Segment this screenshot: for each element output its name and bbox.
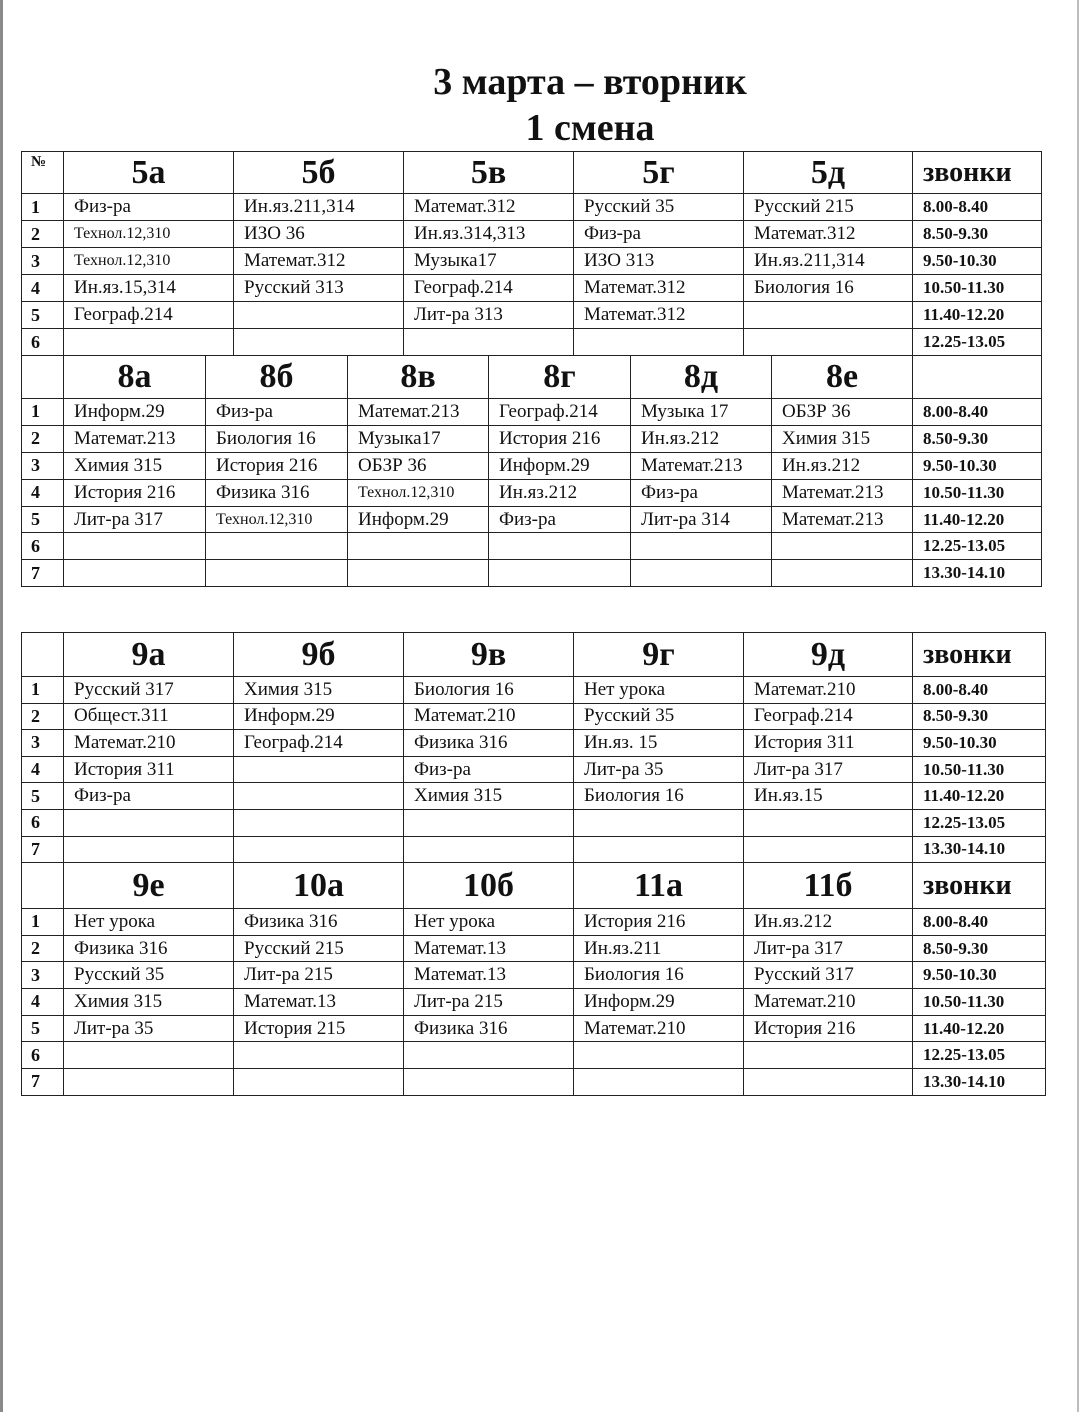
table-row bbox=[22, 909, 1046, 936]
bell-time: 9.50-10.30 bbox=[913, 730, 1046, 757]
lesson-cell: Ин.яз.212 bbox=[772, 452, 913, 479]
table-row bbox=[22, 962, 1046, 989]
lesson-cell: Математ.213 bbox=[64, 425, 206, 452]
lesson-cell: Химия 315 bbox=[772, 425, 913, 452]
class-header: 8в bbox=[348, 356, 489, 399]
lesson-cell: Ин.яз.211 bbox=[574, 935, 744, 962]
class-header: 5д bbox=[744, 152, 913, 194]
table-row bbox=[22, 756, 1046, 783]
schedule-table-grade9 bbox=[21, 632, 1046, 863]
lesson-cell: Математ.210 bbox=[744, 677, 913, 704]
lesson-cell: Физ-ра bbox=[64, 194, 234, 221]
lesson-cell: Физ-ра bbox=[631, 479, 772, 506]
bell-time: 8.50-9.30 bbox=[913, 221, 1042, 248]
lesson-cell: Физика 316 bbox=[206, 479, 348, 506]
lesson-cell: Физ-ра bbox=[574, 221, 744, 248]
lesson-cell: Математ.13 bbox=[404, 962, 574, 989]
bell-time: 12.25-13.05 bbox=[913, 533, 1042, 560]
bells-header: звонки bbox=[913, 863, 1046, 909]
lesson-number: 4 bbox=[22, 756, 64, 783]
lesson-cell bbox=[744, 809, 913, 836]
table-row bbox=[22, 989, 1046, 1016]
lesson-number: 7 bbox=[22, 560, 64, 587]
lesson-cell: Математ.312 bbox=[234, 248, 404, 275]
table-row bbox=[22, 1042, 1046, 1069]
bells-header: звонки bbox=[913, 152, 1042, 194]
lesson-cell: Информ.29 bbox=[489, 452, 631, 479]
lesson-cell: Математ.213 bbox=[348, 399, 489, 426]
lesson-cell: История 216 bbox=[489, 425, 631, 452]
lesson-cell: История 216 bbox=[574, 909, 744, 936]
bell-time: 11.40-12.20 bbox=[913, 302, 1042, 329]
lesson-cell: Ин.яз.211,314 bbox=[744, 248, 913, 275]
lesson-cell bbox=[574, 329, 744, 356]
lesson-number: 5 bbox=[22, 1015, 64, 1042]
class-header: 9д bbox=[744, 633, 913, 677]
class-header: 8г bbox=[489, 356, 631, 399]
lesson-cell bbox=[744, 1069, 913, 1096]
table-row bbox=[22, 194, 1042, 221]
lesson-cell: Биология 16 bbox=[206, 425, 348, 452]
lesson-cell bbox=[64, 329, 234, 356]
bell-time: 11.40-12.20 bbox=[913, 1015, 1046, 1042]
lesson-number: 7 bbox=[22, 1069, 64, 1096]
lesson-cell bbox=[574, 809, 744, 836]
table-row bbox=[22, 730, 1046, 757]
bell-time: 11.40-12.20 bbox=[913, 783, 1046, 810]
lesson-cell: Технол.12,310 bbox=[348, 479, 489, 506]
no-header bbox=[22, 863, 64, 909]
lesson-cell: Математ.210 bbox=[64, 730, 234, 757]
bell-time: 13.30-14.10 bbox=[913, 1069, 1046, 1096]
bell-time: 12.25-13.05 bbox=[913, 1042, 1046, 1069]
class-header: 9в bbox=[404, 633, 574, 677]
lesson-cell: Русский 35 bbox=[574, 703, 744, 730]
lesson-number: 1 bbox=[22, 194, 64, 221]
lesson-cell bbox=[404, 1042, 574, 1069]
lesson-cell bbox=[64, 560, 206, 587]
bell-time: 9.50-10.30 bbox=[913, 452, 1042, 479]
lesson-number: 3 bbox=[22, 730, 64, 757]
lesson-cell: Музыка 17 bbox=[631, 399, 772, 426]
lesson-cell bbox=[772, 560, 913, 587]
lesson-cell: Русский 317 bbox=[64, 677, 234, 704]
table-row bbox=[22, 425, 1042, 452]
header-row bbox=[22, 863, 1046, 909]
lesson-cell: Нет урока bbox=[574, 677, 744, 704]
bell-time: 11.40-12.20 bbox=[913, 506, 1042, 533]
lesson-cell: Математ.312 bbox=[744, 221, 913, 248]
class-header: 11б bbox=[744, 863, 913, 909]
lesson-cell: Математ.312 bbox=[404, 194, 574, 221]
lesson-cell bbox=[234, 302, 404, 329]
table-row bbox=[22, 248, 1042, 275]
header-row bbox=[22, 356, 1042, 399]
lesson-cell bbox=[744, 836, 913, 863]
bells-header bbox=[913, 356, 1042, 399]
lesson-cell: Лит-ра 215 bbox=[404, 989, 574, 1016]
class-header: 10а bbox=[234, 863, 404, 909]
no-header bbox=[22, 356, 64, 399]
lesson-cell: Ин.яз.211,314 bbox=[234, 194, 404, 221]
lesson-cell: Общест.311 bbox=[64, 703, 234, 730]
lesson-cell bbox=[234, 756, 404, 783]
lesson-number: 2 bbox=[22, 221, 64, 248]
class-header: 9а bbox=[64, 633, 234, 677]
lesson-cell: Географ.214 bbox=[489, 399, 631, 426]
lesson-cell: Ин.яз.212 bbox=[631, 425, 772, 452]
class-header: 5б bbox=[234, 152, 404, 194]
lesson-cell bbox=[234, 783, 404, 810]
lesson-cell: История 216 bbox=[744, 1015, 913, 1042]
lesson-cell: Физика 316 bbox=[234, 909, 404, 936]
lesson-number: 3 bbox=[22, 452, 64, 479]
lesson-cell: История 216 bbox=[206, 452, 348, 479]
lesson-cell: Лит-ра 317 bbox=[64, 506, 206, 533]
lesson-number: 7 bbox=[22, 836, 64, 863]
lesson-cell: Нет урока bbox=[64, 909, 234, 936]
lesson-cell bbox=[234, 836, 404, 863]
lesson-cell: Музыка17 bbox=[348, 425, 489, 452]
lesson-cell bbox=[206, 533, 348, 560]
lesson-cell bbox=[574, 836, 744, 863]
lesson-cell: ИЗО 313 bbox=[574, 248, 744, 275]
lesson-cell: Информ.29 bbox=[64, 399, 206, 426]
lesson-cell: Лит-ра 35 bbox=[64, 1015, 234, 1042]
lesson-cell bbox=[64, 836, 234, 863]
no-header: № bbox=[22, 152, 64, 194]
lesson-number: 2 bbox=[22, 935, 64, 962]
table-row bbox=[22, 703, 1046, 730]
lesson-number: 1 bbox=[22, 909, 64, 936]
lesson-cell: История 216 bbox=[64, 479, 206, 506]
lesson-cell: Математ.213 bbox=[772, 479, 913, 506]
table-row bbox=[22, 275, 1042, 302]
lesson-cell: Ин.яз.212 bbox=[744, 909, 913, 936]
lesson-cell: Русский 313 bbox=[234, 275, 404, 302]
lesson-cell: Географ.214 bbox=[744, 703, 913, 730]
lesson-cell: Ин.яз.15,314 bbox=[64, 275, 234, 302]
lesson-cell bbox=[631, 560, 772, 587]
lesson-cell bbox=[64, 1042, 234, 1069]
lesson-number: 6 bbox=[22, 533, 64, 560]
lesson-cell: Лит-ра 35 bbox=[574, 756, 744, 783]
class-header: 5в bbox=[404, 152, 574, 194]
schedule-table-grade9e-11 bbox=[21, 862, 1046, 1096]
lesson-cell: Ин.яз.314,313 bbox=[404, 221, 574, 248]
lesson-cell bbox=[744, 329, 913, 356]
lesson-number: 5 bbox=[22, 302, 64, 329]
lesson-cell: ИЗО 36 bbox=[234, 221, 404, 248]
lesson-cell bbox=[64, 809, 234, 836]
lesson-cell bbox=[234, 809, 404, 836]
table-row bbox=[22, 677, 1046, 704]
lesson-number: 6 bbox=[22, 329, 64, 356]
lesson-number: 2 bbox=[22, 703, 64, 730]
lesson-number: 4 bbox=[22, 989, 64, 1016]
lesson-number: 4 bbox=[22, 479, 64, 506]
table-row bbox=[22, 809, 1046, 836]
class-header: 8а bbox=[64, 356, 206, 399]
bell-time: 13.30-14.10 bbox=[913, 836, 1046, 863]
lesson-cell bbox=[631, 533, 772, 560]
lesson-cell: История 311 bbox=[64, 756, 234, 783]
header-row bbox=[22, 633, 1046, 677]
lesson-number: 3 bbox=[22, 248, 64, 275]
lesson-cell bbox=[234, 1069, 404, 1096]
lesson-number: 3 bbox=[22, 962, 64, 989]
lesson-cell: Лит-ра 215 bbox=[234, 962, 404, 989]
lesson-cell: ОБЗР 36 bbox=[348, 452, 489, 479]
bell-time: 10.50-11.30 bbox=[913, 275, 1042, 302]
bell-time: 8.00-8.40 bbox=[913, 399, 1042, 426]
lesson-cell: Технол.12,310 bbox=[206, 506, 348, 533]
lesson-cell: Математ.213 bbox=[631, 452, 772, 479]
lesson-cell: Физ-ра bbox=[206, 399, 348, 426]
bell-time: 8.50-9.30 bbox=[913, 425, 1042, 452]
bell-time: 9.50-10.30 bbox=[913, 962, 1046, 989]
table-row bbox=[22, 935, 1046, 962]
lesson-cell: Математ.13 bbox=[404, 935, 574, 962]
lesson-cell: Ин.яз.212 bbox=[489, 479, 631, 506]
table-row bbox=[22, 1069, 1046, 1096]
lesson-cell: Биология 16 bbox=[744, 275, 913, 302]
bell-time: 8.00-8.40 bbox=[913, 677, 1046, 704]
lesson-cell: Географ.214 bbox=[234, 730, 404, 757]
lesson-cell: Математ.312 bbox=[574, 302, 744, 329]
lesson-cell: История 311 bbox=[744, 730, 913, 757]
table-row bbox=[22, 836, 1046, 863]
lesson-cell bbox=[348, 560, 489, 587]
lesson-cell bbox=[404, 1069, 574, 1096]
lesson-cell: Биология 16 bbox=[404, 677, 574, 704]
lesson-cell: Математ.210 bbox=[574, 1015, 744, 1042]
page-subtitle: 1 смена bbox=[525, 107, 655, 149]
table-row bbox=[22, 479, 1042, 506]
class-header: 5г bbox=[574, 152, 744, 194]
lesson-cell: Ин.яз. 15 bbox=[574, 730, 744, 757]
lesson-cell: Физика 316 bbox=[64, 935, 234, 962]
page-title: 3 марта – вторник bbox=[433, 61, 747, 103]
lesson-cell: Информ.29 bbox=[234, 703, 404, 730]
lesson-cell bbox=[574, 1069, 744, 1096]
table-row bbox=[22, 1015, 1046, 1042]
bell-time: 12.25-13.05 bbox=[913, 329, 1042, 356]
lesson-cell: Информ.29 bbox=[574, 989, 744, 1016]
lesson-cell bbox=[574, 1042, 744, 1069]
bell-time: 10.50-11.30 bbox=[913, 989, 1046, 1016]
lesson-cell: Русский 215 bbox=[744, 194, 913, 221]
class-header: 5а bbox=[64, 152, 234, 194]
table-row bbox=[22, 506, 1042, 533]
lesson-cell bbox=[404, 836, 574, 863]
bell-time: 13.30-14.10 bbox=[913, 560, 1042, 587]
lesson-cell: Информ.29 bbox=[348, 506, 489, 533]
lesson-cell bbox=[772, 533, 913, 560]
lesson-cell: Географ.214 bbox=[404, 275, 574, 302]
lesson-number: 5 bbox=[22, 783, 64, 810]
table-row bbox=[22, 221, 1042, 248]
lesson-cell: Ин.яз.15 bbox=[744, 783, 913, 810]
lesson-number: 6 bbox=[22, 1042, 64, 1069]
schedule-table-grade8 bbox=[21, 355, 1042, 587]
lesson-cell: Географ.214 bbox=[64, 302, 234, 329]
bell-time: 9.50-10.30 bbox=[913, 248, 1042, 275]
lesson-number: 6 bbox=[22, 809, 64, 836]
class-header: 8е bbox=[772, 356, 913, 399]
lesson-number: 2 bbox=[22, 425, 64, 452]
lesson-cell bbox=[206, 560, 348, 587]
table-row bbox=[22, 560, 1042, 587]
table-row bbox=[22, 533, 1042, 560]
lesson-cell: Биология 16 bbox=[574, 962, 744, 989]
lesson-cell: Физика 316 bbox=[404, 1015, 574, 1042]
table-row bbox=[22, 302, 1042, 329]
class-header: 8д bbox=[631, 356, 772, 399]
bell-time: 12.25-13.05 bbox=[913, 809, 1046, 836]
lesson-number: 1 bbox=[22, 399, 64, 426]
lesson-cell bbox=[744, 302, 913, 329]
lesson-cell: Физ-ра bbox=[64, 783, 234, 810]
class-header: 11а bbox=[574, 863, 744, 909]
lesson-number: 5 bbox=[22, 506, 64, 533]
class-header: 9г bbox=[574, 633, 744, 677]
lesson-cell: Лит-ра 313 bbox=[404, 302, 574, 329]
bell-time: 8.50-9.30 bbox=[913, 935, 1046, 962]
class-header: 9е bbox=[64, 863, 234, 909]
lesson-cell bbox=[489, 560, 631, 587]
no-header bbox=[22, 633, 64, 677]
lesson-cell: Технол.12,310 bbox=[64, 221, 234, 248]
lesson-cell: Физ-ра bbox=[489, 506, 631, 533]
lesson-cell: Математ.210 bbox=[404, 703, 574, 730]
lesson-cell: Технол.12,310 bbox=[64, 248, 234, 275]
lesson-cell: Музыка17 bbox=[404, 248, 574, 275]
lesson-cell: Русский 35 bbox=[64, 962, 234, 989]
lesson-cell: Математ.13 bbox=[234, 989, 404, 1016]
lesson-number: 1 bbox=[22, 677, 64, 704]
lesson-cell bbox=[234, 329, 404, 356]
lesson-cell bbox=[64, 533, 206, 560]
class-header: 10б bbox=[404, 863, 574, 909]
lesson-cell: Химия 315 bbox=[404, 783, 574, 810]
lesson-cell: Математ.213 bbox=[772, 506, 913, 533]
lesson-cell: Лит-ра 317 bbox=[744, 935, 913, 962]
bell-time: 10.50-11.30 bbox=[913, 479, 1042, 506]
lesson-cell bbox=[489, 533, 631, 560]
lesson-cell: Русский 317 bbox=[744, 962, 913, 989]
lesson-cell bbox=[744, 1042, 913, 1069]
lesson-cell bbox=[234, 1042, 404, 1069]
table-row bbox=[22, 783, 1046, 810]
bell-time: 8.00-8.40 bbox=[913, 194, 1042, 221]
schedule-table-grade5 bbox=[21, 151, 1042, 356]
lesson-cell: Химия 315 bbox=[64, 452, 206, 479]
bell-time: 8.00-8.40 bbox=[913, 909, 1046, 936]
lesson-cell: Физика 316 bbox=[404, 730, 574, 757]
lesson-cell: Математ.312 bbox=[574, 275, 744, 302]
lesson-cell: ОБЗР 36 bbox=[772, 399, 913, 426]
bell-time: 10.50-11.30 bbox=[913, 756, 1046, 783]
bells-header: звонки bbox=[913, 633, 1046, 677]
class-header: 8б bbox=[206, 356, 348, 399]
lesson-number: 4 bbox=[22, 275, 64, 302]
header-row bbox=[22, 152, 1042, 194]
lesson-cell: Нет урока bbox=[404, 909, 574, 936]
table-row bbox=[22, 399, 1042, 426]
bell-time: 8.50-9.30 bbox=[913, 703, 1046, 730]
lesson-cell: Химия 315 bbox=[64, 989, 234, 1016]
lesson-cell bbox=[404, 329, 574, 356]
lesson-cell: Биология 16 bbox=[574, 783, 744, 810]
lesson-cell bbox=[64, 1069, 234, 1096]
class-header: 9б bbox=[234, 633, 404, 677]
lesson-cell: Русский 35 bbox=[574, 194, 744, 221]
lesson-cell: Русский 215 bbox=[234, 935, 404, 962]
lesson-cell: Физ-ра bbox=[404, 756, 574, 783]
lesson-cell bbox=[404, 809, 574, 836]
page-edge-left bbox=[0, 0, 3, 1412]
lesson-cell: Математ.210 bbox=[744, 989, 913, 1016]
table-row bbox=[22, 452, 1042, 479]
table-row bbox=[22, 329, 1042, 356]
lesson-cell: Лит-ра 314 bbox=[631, 506, 772, 533]
lesson-cell: Лит-ра 317 bbox=[744, 756, 913, 783]
lesson-cell: Химия 315 bbox=[234, 677, 404, 704]
lesson-cell: История 215 bbox=[234, 1015, 404, 1042]
lesson-cell bbox=[348, 533, 489, 560]
